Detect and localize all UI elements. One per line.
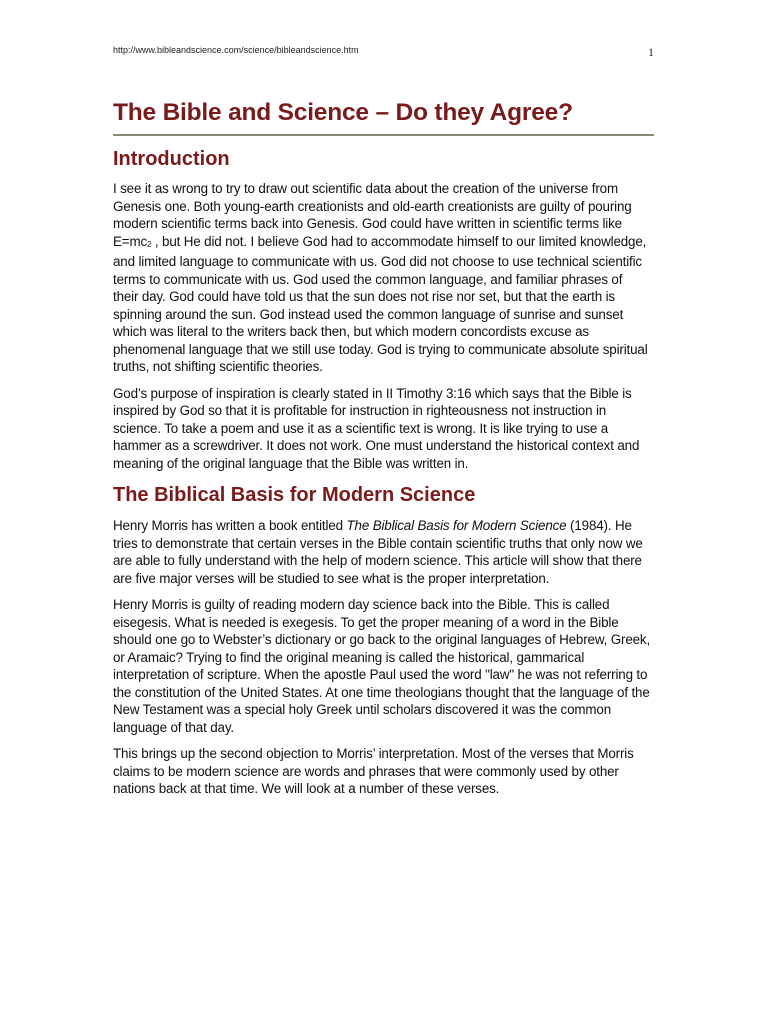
- paragraph-intro-2: God’s purpose of inspiration is clearly stated in II Timothy 3:16 which says that the Bible is inspired by God so that it is profitable for instruction in righteousness not instruction in science. To take a poem and use it as a scientific text is wrong. It is like trying to use a hammer as a screwdriver. It does not work. One must understand the historical context and meaning of the original language that the Bible was written in.: [113, 385, 640, 471]
- title-rule: [113, 134, 654, 136]
- paragraph-basis-2: Henry Morris is guilty of reading modern day science back into the Bible. This is called eisegesis. What is needed is exegesis. To get the proper meaning of a word in the Bible should one go to Webster’s dictionary or go back to the original languages of Hebrew, Greek, or Aramaic? Trying to find the original meaning is called the historical, gammarical interpretation of scripture. When the apostle Paul used the word "law" he was not referring to the constitution of the United States. At one time theologians thought that the language of the New Testament was a special holy Greek until scholars discovered it was the common language of that day.: [113, 597, 651, 735]
- heading-biblical-basis: The Biblical Basis for Modern Science: [113, 484, 476, 506]
- paragraph-basis-1: [113, 517, 651, 587]
- page-number: 1: [648, 45, 654, 59]
- paragraph-text: Henry Morris has written a book entitled: [113, 518, 347, 533]
- book-title: The Biblical Basis for Modern Science: [346, 518, 567, 533]
- document-title: The Bible and Science – Do they Agree?: [113, 99, 573, 126]
- paragraph-basis-3: This brings up the second objection to Morris’ interpretation. Most of the verses that Morris claims to be modern science are words and phrases that were commonly used by other nations back at that time. We will look at a number of these verses.: [113, 746, 634, 796]
- paragraph-intro-1: [113, 180, 651, 376]
- paragraph-text: , but He did not. I believe God had to accommodate himself to our limited knowledge, and limited language to communicate with us. God did not choose to use technical scientific terms to communicate with us. God used the common language, and familiar phrases of their day. God could have told us that the sun does not rise nor set, but that the earth is spinning around the sun. God instead used the common language of sunrise and sunset which was literal to the writers back then, but which modern concordists excuse as phenomenal language that we still use today. God is trying to communicate absolute spiritual truths, not shifting scientific theories.: [113, 233, 648, 374]
- paragraph-text: (1984). He tries to demonstrate that certain verses in the Bible contain scientific truths that only now we are able to fully understand with the help of modern science. This article will show that there are five major verses will be studied to see what is the proper interpretation.: [113, 518, 643, 586]
- source-url[interactable]: http://www.bibleandscience.com/science/bibleandscience.htm: [113, 45, 359, 55]
- heading-introduction: Introduction: [113, 148, 230, 170]
- subscript: 2: [147, 239, 152, 249]
- document-body: [113, 97, 658, 807]
- paragraph-text: I see it as wrong to try to draw out scientific data about the creation of the universe from Genesis one. Both young-earth creationists and old-earth creationists are guilty of pouring modern scientific terms back into Genesis. God could have written in scientific terms like E=mc: [113, 181, 632, 249]
